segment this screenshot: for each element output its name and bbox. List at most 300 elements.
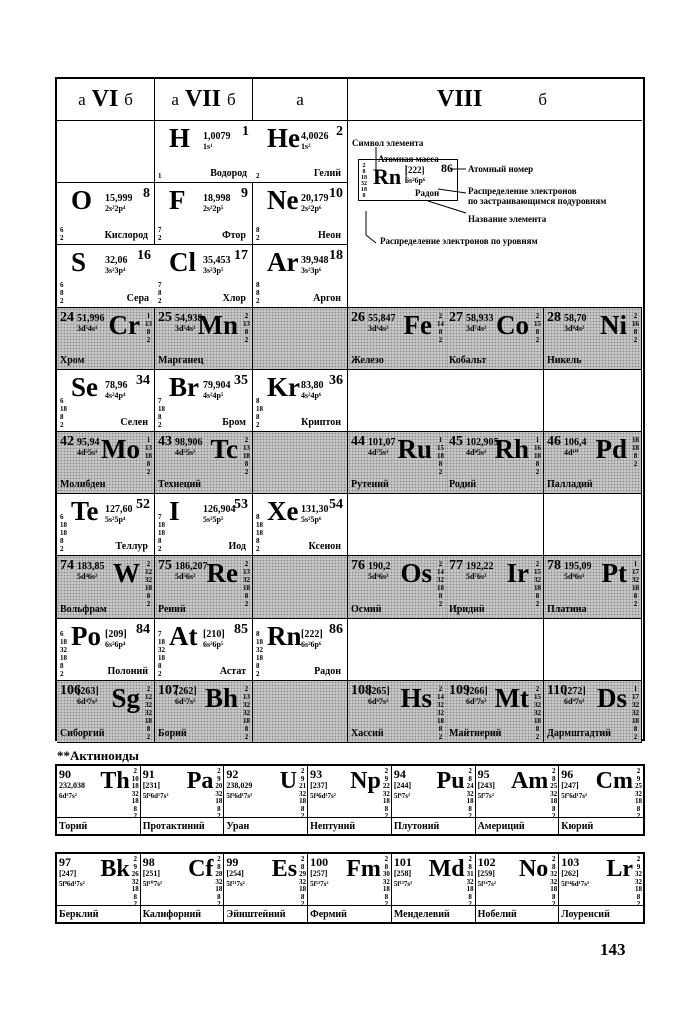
element-symbol: Sg — [111, 682, 140, 713]
element-name: Нептуний — [310, 821, 356, 832]
shell-distribution: 2 10 18 32 18 8 2 — [131, 767, 139, 820]
atomic-number: 1 — [242, 124, 249, 139]
element-name: Технеций — [158, 479, 202, 491]
element-symbol: F — [169, 185, 186, 216]
electron-config: 6d²7s² — [59, 792, 77, 800]
element-cell-mt — [446, 681, 544, 743]
element-cell-tc — [155, 432, 253, 494]
element-name: Селен — [120, 416, 148, 428]
shell-distribution: 2 8 28 32 18 8 2 — [215, 855, 223, 908]
actinoids-title: **Актиноиды — [57, 748, 139, 763]
atomic-mass: [266] — [466, 685, 488, 697]
atomic-number: 18 — [329, 248, 343, 264]
electron-config: 1s² — [301, 142, 311, 151]
element-cell-kr — [253, 370, 348, 432]
atomic-number: 103 — [561, 855, 580, 869]
element-name: Иридий — [449, 603, 485, 615]
atomic-mass: 106,4 — [564, 436, 587, 448]
atomic-mass: 35,453 — [203, 255, 231, 267]
atomic-number: 95 — [477, 767, 490, 781]
shell-distribution: 7 18 18 8 2 — [158, 513, 165, 554]
element-cell-se — [57, 370, 155, 432]
atomic-mass: [247] — [561, 781, 579, 790]
element-symbol: Np — [350, 768, 381, 794]
atomic-number: 78 — [547, 558, 561, 574]
element-symbol: W — [113, 558, 140, 589]
element-symbol: Ne — [267, 185, 299, 216]
element-symbol: Md — [428, 856, 465, 882]
empty-cell — [544, 370, 642, 432]
element-cell-sg — [57, 681, 155, 743]
electron-config: 4d¹⁰ — [564, 447, 579, 457]
empty-cell — [544, 494, 642, 556]
electron-config: 5d⁵6s² — [175, 572, 196, 582]
element-symbol: Ar — [267, 247, 299, 278]
atomic-mass: 55,847 — [368, 312, 396, 324]
element-cell-ne — [253, 183, 348, 245]
element-symbol: Kr — [267, 371, 300, 402]
shell-distribution: 1 17 32 18 8 2 — [632, 560, 639, 609]
element-name: Уран — [226, 821, 250, 832]
subgroup-a-label: a — [171, 89, 179, 109]
atomic-mass: [243] — [477, 781, 495, 790]
element-name: Теллур — [115, 541, 148, 553]
atomic-mass: 4,0026 — [301, 131, 329, 142]
atomic-mass: 58,70 — [564, 312, 587, 324]
atomic-mass: [237] — [310, 781, 328, 790]
subgroup-a-label: a — [78, 89, 86, 109]
periodic-table — [55, 77, 645, 741]
element-name: Радон — [314, 665, 341, 677]
divider-line — [308, 905, 391, 906]
empty-cell — [253, 556, 348, 618]
shell-distribution: 2 8 31 32 18 8 2 — [466, 855, 474, 908]
element-name: Родий — [449, 479, 477, 491]
shell-distribution: 1 17 32 32 18 8 2 — [632, 684, 639, 741]
electron-config: 6s²6p⁶ — [405, 176, 426, 185]
shell-distribution: 2 14 32 32 18 8 2 — [437, 684, 444, 741]
electron-config: 6d⁹7s¹ — [564, 696, 585, 706]
shell-distribution: 2 13 18 8 2 — [243, 435, 250, 476]
element-cell-fe — [348, 308, 446, 370]
page-number: 143 — [600, 940, 626, 959]
element-symbol: Tc — [210, 433, 238, 464]
element-symbol: Am — [510, 768, 549, 794]
atomic-number: 26 — [351, 309, 365, 325]
element-cell-ds — [544, 681, 642, 743]
element-symbol: Bh — [204, 682, 238, 713]
atomic-mass: [222] — [301, 628, 323, 640]
electron-config: 5f⁷7s² — [477, 792, 494, 800]
atomic-number: 17 — [234, 248, 248, 264]
divider-line — [559, 817, 643, 818]
atomic-mass: 1,0079 — [203, 131, 231, 142]
element-symbol: Ir — [506, 558, 529, 589]
header-group-vii — [155, 79, 253, 121]
atomic-number: 109 — [449, 682, 470, 698]
divider-line — [57, 905, 140, 906]
element-symbol: Ds — [596, 682, 627, 713]
element-name: Радон — [415, 188, 440, 198]
atomic-mass: [254] — [226, 869, 244, 878]
atomic-mass: 39,948 — [301, 255, 329, 267]
shell-distribution: 2 8 24 32 18 8 2 — [466, 767, 474, 820]
shell-distribution: 2 12 32 32 18 8 2 — [145, 684, 152, 741]
atomic-number: 10 — [329, 186, 343, 202]
electron-config: 4s²4p⁶ — [301, 390, 322, 400]
element-name: Рутений — [351, 479, 389, 491]
element-name: Марганец — [158, 354, 204, 366]
element-symbol: Mn — [197, 309, 238, 340]
element-cell-xe — [253, 494, 348, 556]
electron-config: 5s²5p⁴ — [105, 515, 126, 525]
electron-config: 5f⁴6d¹7s² — [310, 792, 336, 800]
shell-distribution: 2 12 32 18 8 2 — [145, 560, 152, 609]
element-name: Криптон — [301, 416, 341, 428]
actinoids-row-2 — [55, 852, 645, 924]
electron-config: 2s²2p⁴ — [105, 204, 126, 214]
legend-cell — [348, 121, 642, 308]
element-cell-i — [155, 494, 253, 556]
shell-distribution: 2 13 32 18 8 2 — [243, 560, 250, 609]
element-cell-ar — [253, 245, 348, 307]
actinoid-cell-pu — [392, 766, 476, 834]
actinoid-cell-es — [224, 854, 308, 922]
atomic-number: 86 — [441, 161, 453, 175]
atomic-mass: 232,038 — [59, 781, 85, 790]
element-symbol: Pu — [436, 768, 465, 794]
shell-distribution: 2 9 21 32 18 8 2 — [299, 767, 307, 820]
element-cell-rh — [446, 432, 544, 494]
actinoid-cell-cf — [141, 854, 225, 922]
electron-config: 6d⁷7s² — [466, 696, 487, 706]
shell-distribution: 2 9 20 32 18 8 2 — [215, 767, 223, 820]
atomic-mass: 127,60 — [105, 504, 133, 516]
shell-distribution: 1 16 18 8 2 — [534, 435, 541, 476]
electron-config: 5f²6d¹7s² — [142, 792, 169, 800]
shell-distribution: 2 13 32 32 18 8 2 — [243, 684, 250, 741]
element-symbol: Ni — [600, 309, 627, 340]
element-symbol: Re — [206, 558, 238, 589]
atomic-number: 102 — [477, 855, 496, 869]
atomic-mass: 126,904 — [203, 504, 236, 516]
atomic-number: 100 — [310, 855, 329, 869]
element-cell-h — [155, 121, 253, 183]
atomic-mass: [222] — [405, 165, 425, 175]
atomic-number: 108 — [351, 682, 372, 698]
element-name: Кислород — [104, 230, 148, 242]
empty-cell — [544, 619, 642, 681]
actinoid-cell-cm — [559, 766, 643, 834]
element-cell-s — [57, 245, 155, 307]
atomic-number: 96 — [561, 767, 574, 781]
element-name: Неон — [318, 230, 341, 242]
electron-config: 5f¹⁰7s² — [142, 880, 163, 888]
element-name: Менделевий — [393, 909, 450, 920]
shell-distribution: 2 9 26 32 18 8 2 — [131, 855, 139, 908]
electron-config: 5f¹⁴7s² — [477, 880, 496, 888]
element-name: Калифорний — [142, 909, 202, 920]
shell-distribution: 6 18 32 18 8 2 — [60, 629, 67, 678]
element-symbol: H — [169, 123, 191, 153]
atomic-mass: [210] — [203, 628, 225, 640]
electron-config: 5d⁹6s¹ — [564, 572, 585, 582]
shell-distribution: 2 9 25 32 18 8 2 — [635, 767, 642, 820]
element-name: Сиборгий — [60, 727, 105, 739]
atomic-number: 86 — [329, 621, 343, 637]
element-name: Берклий — [59, 909, 99, 920]
atomic-mass: 101,07 — [368, 436, 396, 448]
actinoid-cell-am — [476, 766, 560, 834]
atomic-number: 75 — [158, 558, 172, 574]
empty-cell — [348, 370, 446, 432]
atomic-mass: [263] — [77, 685, 99, 697]
element-symbol: Cl — [169, 247, 196, 278]
element-symbol: Fe — [403, 309, 432, 340]
element-symbol: Ru — [397, 433, 432, 464]
shell-distribution: 2 15 32 32 18 8 2 — [534, 684, 541, 741]
atomic-mass: 15,999 — [105, 193, 133, 205]
element-symbol: Rh — [494, 433, 529, 464]
element-cell-w — [57, 556, 155, 618]
legend-symbol-label: Символ элемента — [352, 138, 424, 148]
shell-distribution: 2 15 8 2 — [534, 311, 541, 344]
atomic-mass: 95,94 — [77, 436, 100, 448]
element-symbol: Br — [169, 371, 199, 402]
atomic-number: 28 — [547, 309, 561, 325]
element-name: Лоуренсий — [561, 909, 610, 920]
shell-distribution: 1 15 18 8 2 — [437, 435, 444, 476]
atomic-number: 42 — [60, 433, 74, 449]
element-name: Дармштадтий — [547, 727, 612, 739]
atomic-mass: 98,906 — [175, 436, 203, 448]
element-symbol: Os — [400, 558, 432, 589]
atomic-mass: 190,2 — [368, 561, 391, 573]
atomic-mass: [265] — [368, 685, 390, 697]
subgroup-b-label: б — [124, 89, 133, 109]
element-symbol: Cf — [188, 856, 214, 882]
element-symbol: U — [279, 768, 298, 794]
empty-cell — [348, 494, 446, 556]
element-symbol: Rn — [267, 620, 302, 651]
atomic-mass: 195,09 — [564, 561, 592, 573]
subgroup-b-label: б — [538, 89, 547, 109]
element-name: Нобелий — [477, 909, 517, 920]
empty-cell — [253, 681, 348, 743]
element-cell-ir — [446, 556, 544, 618]
element-name: Рений — [158, 603, 186, 615]
actinoid-cell-bk — [57, 854, 141, 922]
electron-config: 1s¹ — [203, 142, 213, 151]
element-name: Бром — [222, 416, 246, 428]
shell-distribution: 2 14 8 2 — [437, 311, 444, 344]
element-symbol: Cm — [595, 768, 633, 794]
element-symbol: No — [518, 856, 549, 882]
atomic-number: 2 — [336, 124, 343, 139]
atomic-number: 85 — [234, 621, 248, 637]
actinoid-cell-fm — [308, 854, 392, 922]
element-symbol: Fm — [346, 856, 381, 882]
element-cell-po — [57, 619, 155, 681]
electron-config: 6d⁶7s² — [368, 696, 389, 706]
element-symbol: Hs — [400, 682, 432, 713]
shell-distribution: 1 13 8 2 — [145, 311, 152, 344]
actinoid-cell-np — [308, 766, 392, 834]
atomic-number: 45 — [449, 433, 463, 449]
empty-cell — [446, 494, 544, 556]
element-symbol: Mt — [494, 682, 529, 713]
divider-line — [559, 905, 643, 906]
element-name: Эйнштейний — [226, 909, 286, 920]
element-name: Торий — [59, 821, 88, 832]
atomic-mass: [257] — [310, 869, 328, 878]
atomic-number: 106 — [60, 682, 81, 698]
legend-mass-label: Атомная масса — [378, 154, 439, 164]
atomic-number: 99 — [226, 855, 239, 869]
atomic-mass: 58,933 — [466, 312, 494, 324]
atomic-mass: 54,938 — [175, 312, 203, 324]
element-symbol: Se — [71, 371, 98, 402]
atomic-number: 43 — [158, 433, 172, 449]
atomic-number: 54 — [329, 497, 343, 513]
element-name: Кюрий — [561, 821, 594, 832]
element-cell-br — [155, 370, 253, 432]
shell-distribution: 1 13 18 8 2 — [145, 435, 152, 476]
electron-config: 5f⁸6d¹7s² — [59, 880, 85, 888]
electron-config: 6d⁴7s² — [77, 696, 98, 706]
shell-distribution: 2 9 32 32 18 8 2 — [635, 855, 642, 908]
element-name: Ксенон — [308, 541, 341, 553]
subgroup-a-label: a — [296, 89, 304, 109]
atomic-number: 24 — [60, 309, 74, 325]
empty-cell — [446, 370, 544, 432]
shell-distribution: 2 8 29 32 18 8 2 — [299, 855, 307, 908]
element-symbol: Mo — [101, 433, 140, 464]
atomic-mass: 78,96 — [105, 379, 128, 391]
electron-config: 2s²2p⁶ — [301, 204, 322, 214]
actinoids-row-1 — [55, 764, 645, 836]
atomic-mass: [231] — [142, 781, 161, 790]
atomic-number: 25 — [158, 309, 172, 325]
shell-distribution: 8 2 — [256, 226, 260, 243]
electron-config: 4d⁵5s² — [175, 447, 196, 457]
atomic-number: 9 — [241, 186, 248, 202]
atomic-number: 93 — [310, 767, 323, 781]
element-name: Плутоний — [393, 821, 440, 832]
atomic-number: 8 — [143, 186, 150, 202]
element-cell-o — [57, 183, 155, 245]
subgroup-b-label: б — [226, 89, 236, 109]
group-number: VI — [91, 86, 119, 112]
element-cell-ni — [544, 308, 642, 370]
electron-config: 5s²5p⁵ — [203, 515, 224, 525]
atomic-mass: [258] — [393, 869, 412, 878]
element-cell-hs — [348, 681, 446, 743]
atomic-number: 34 — [136, 372, 150, 388]
element-name: Гелий — [313, 168, 341, 180]
atomic-mass: 238,029 — [226, 781, 253, 790]
actinoid-cell-lr — [559, 854, 643, 922]
element-symbol: Bk — [100, 856, 130, 882]
atomic-number: 97 — [59, 855, 71, 869]
element-name: Астат — [219, 665, 246, 677]
divider-line — [476, 817, 559, 818]
element-cell-he — [253, 121, 348, 183]
header-group-vi — [57, 79, 155, 121]
shell-distribution: 7 18 8 2 — [158, 396, 165, 429]
electron-config: 6d⁵7s² — [175, 696, 196, 706]
element-symbol: Es — [271, 856, 298, 882]
element-name: Майтнерий — [449, 727, 502, 739]
electron-config: 3d⁵4s² — [175, 323, 196, 333]
atomic-mass: 79,904 — [203, 379, 231, 391]
atomic-mass: 18,998 — [203, 193, 231, 205]
element-cell-te — [57, 494, 155, 556]
electron-config: 6s²6p⁶ — [301, 639, 322, 649]
electron-config: 4s²4p⁴ — [105, 390, 126, 400]
shell-distribution: 18 18 8 2 — [632, 435, 639, 468]
element-name: Иод — [228, 541, 246, 553]
atomic-mass: 183,85 — [77, 561, 105, 573]
atomic-number: 77 — [449, 558, 463, 574]
atomic-mass: 83,80 — [301, 379, 324, 391]
legend-levels-label: Распределение электронов по уровням — [380, 236, 538, 246]
electron-config: 6s²6p⁵ — [203, 639, 224, 649]
empty-cell — [253, 432, 348, 494]
electron-config: 5f¹⁴6d¹7s² — [561, 880, 590, 888]
shell-distribution: 8 18 18 8 2 — [256, 513, 263, 554]
shell-distribution: 6 8 2 — [60, 280, 64, 305]
shell-distribution: 2 9 22 32 18 8 2 — [382, 767, 390, 820]
element-name: Протактиний — [142, 821, 205, 832]
atomic-number: 44 — [351, 433, 365, 449]
atomic-number: 94 — [393, 767, 406, 781]
element-cell-pd — [544, 432, 642, 494]
element-name: Кобальт — [449, 354, 487, 366]
shell-distribution: 7 8 2 — [158, 280, 162, 305]
atomic-number: 36 — [329, 372, 343, 388]
element-cell-f — [155, 183, 253, 245]
element-cell-ru — [348, 432, 446, 494]
element-symbol: Xe — [267, 496, 299, 527]
atomic-number: 27 — [449, 309, 463, 325]
atomic-number: 52 — [136, 497, 150, 513]
atomic-mass: [251] — [142, 869, 161, 878]
atomic-mass: 131,30 — [301, 504, 329, 516]
atomic-mass: [244] — [393, 781, 412, 790]
electron-config: 3s²3p⁴ — [105, 266, 126, 276]
element-name: Железо — [351, 354, 384, 366]
group-number: VIII — [436, 86, 483, 112]
actinoid-cell-pa — [141, 766, 225, 834]
atomic-number: 74 — [60, 558, 74, 574]
element-symbol: Pa — [186, 768, 214, 794]
element-name: Хлор — [222, 292, 246, 304]
electron-config: 3d⁵4s¹ — [77, 323, 98, 333]
electron-config: 6s²6p⁴ — [105, 639, 126, 649]
atomic-number: 76 — [351, 558, 365, 574]
shell-distribution: 8 18 32 18 8 2 — [256, 629, 263, 678]
shell-distribution: 6 2 — [60, 226, 64, 243]
electron-config: 3d⁷4s² — [466, 323, 487, 333]
electron-config: 4d⁷5s¹ — [368, 447, 389, 457]
shell-distribution: 7 18 32 18 8 2 — [158, 629, 165, 678]
element-cell-os — [348, 556, 446, 618]
electron-config: 5f¹¹7s² — [226, 880, 245, 888]
electron-config: 4d⁸5s¹ — [466, 447, 487, 457]
electron-config: 5f⁶7s² — [393, 792, 411, 800]
atomic-number: 53 — [234, 497, 248, 513]
